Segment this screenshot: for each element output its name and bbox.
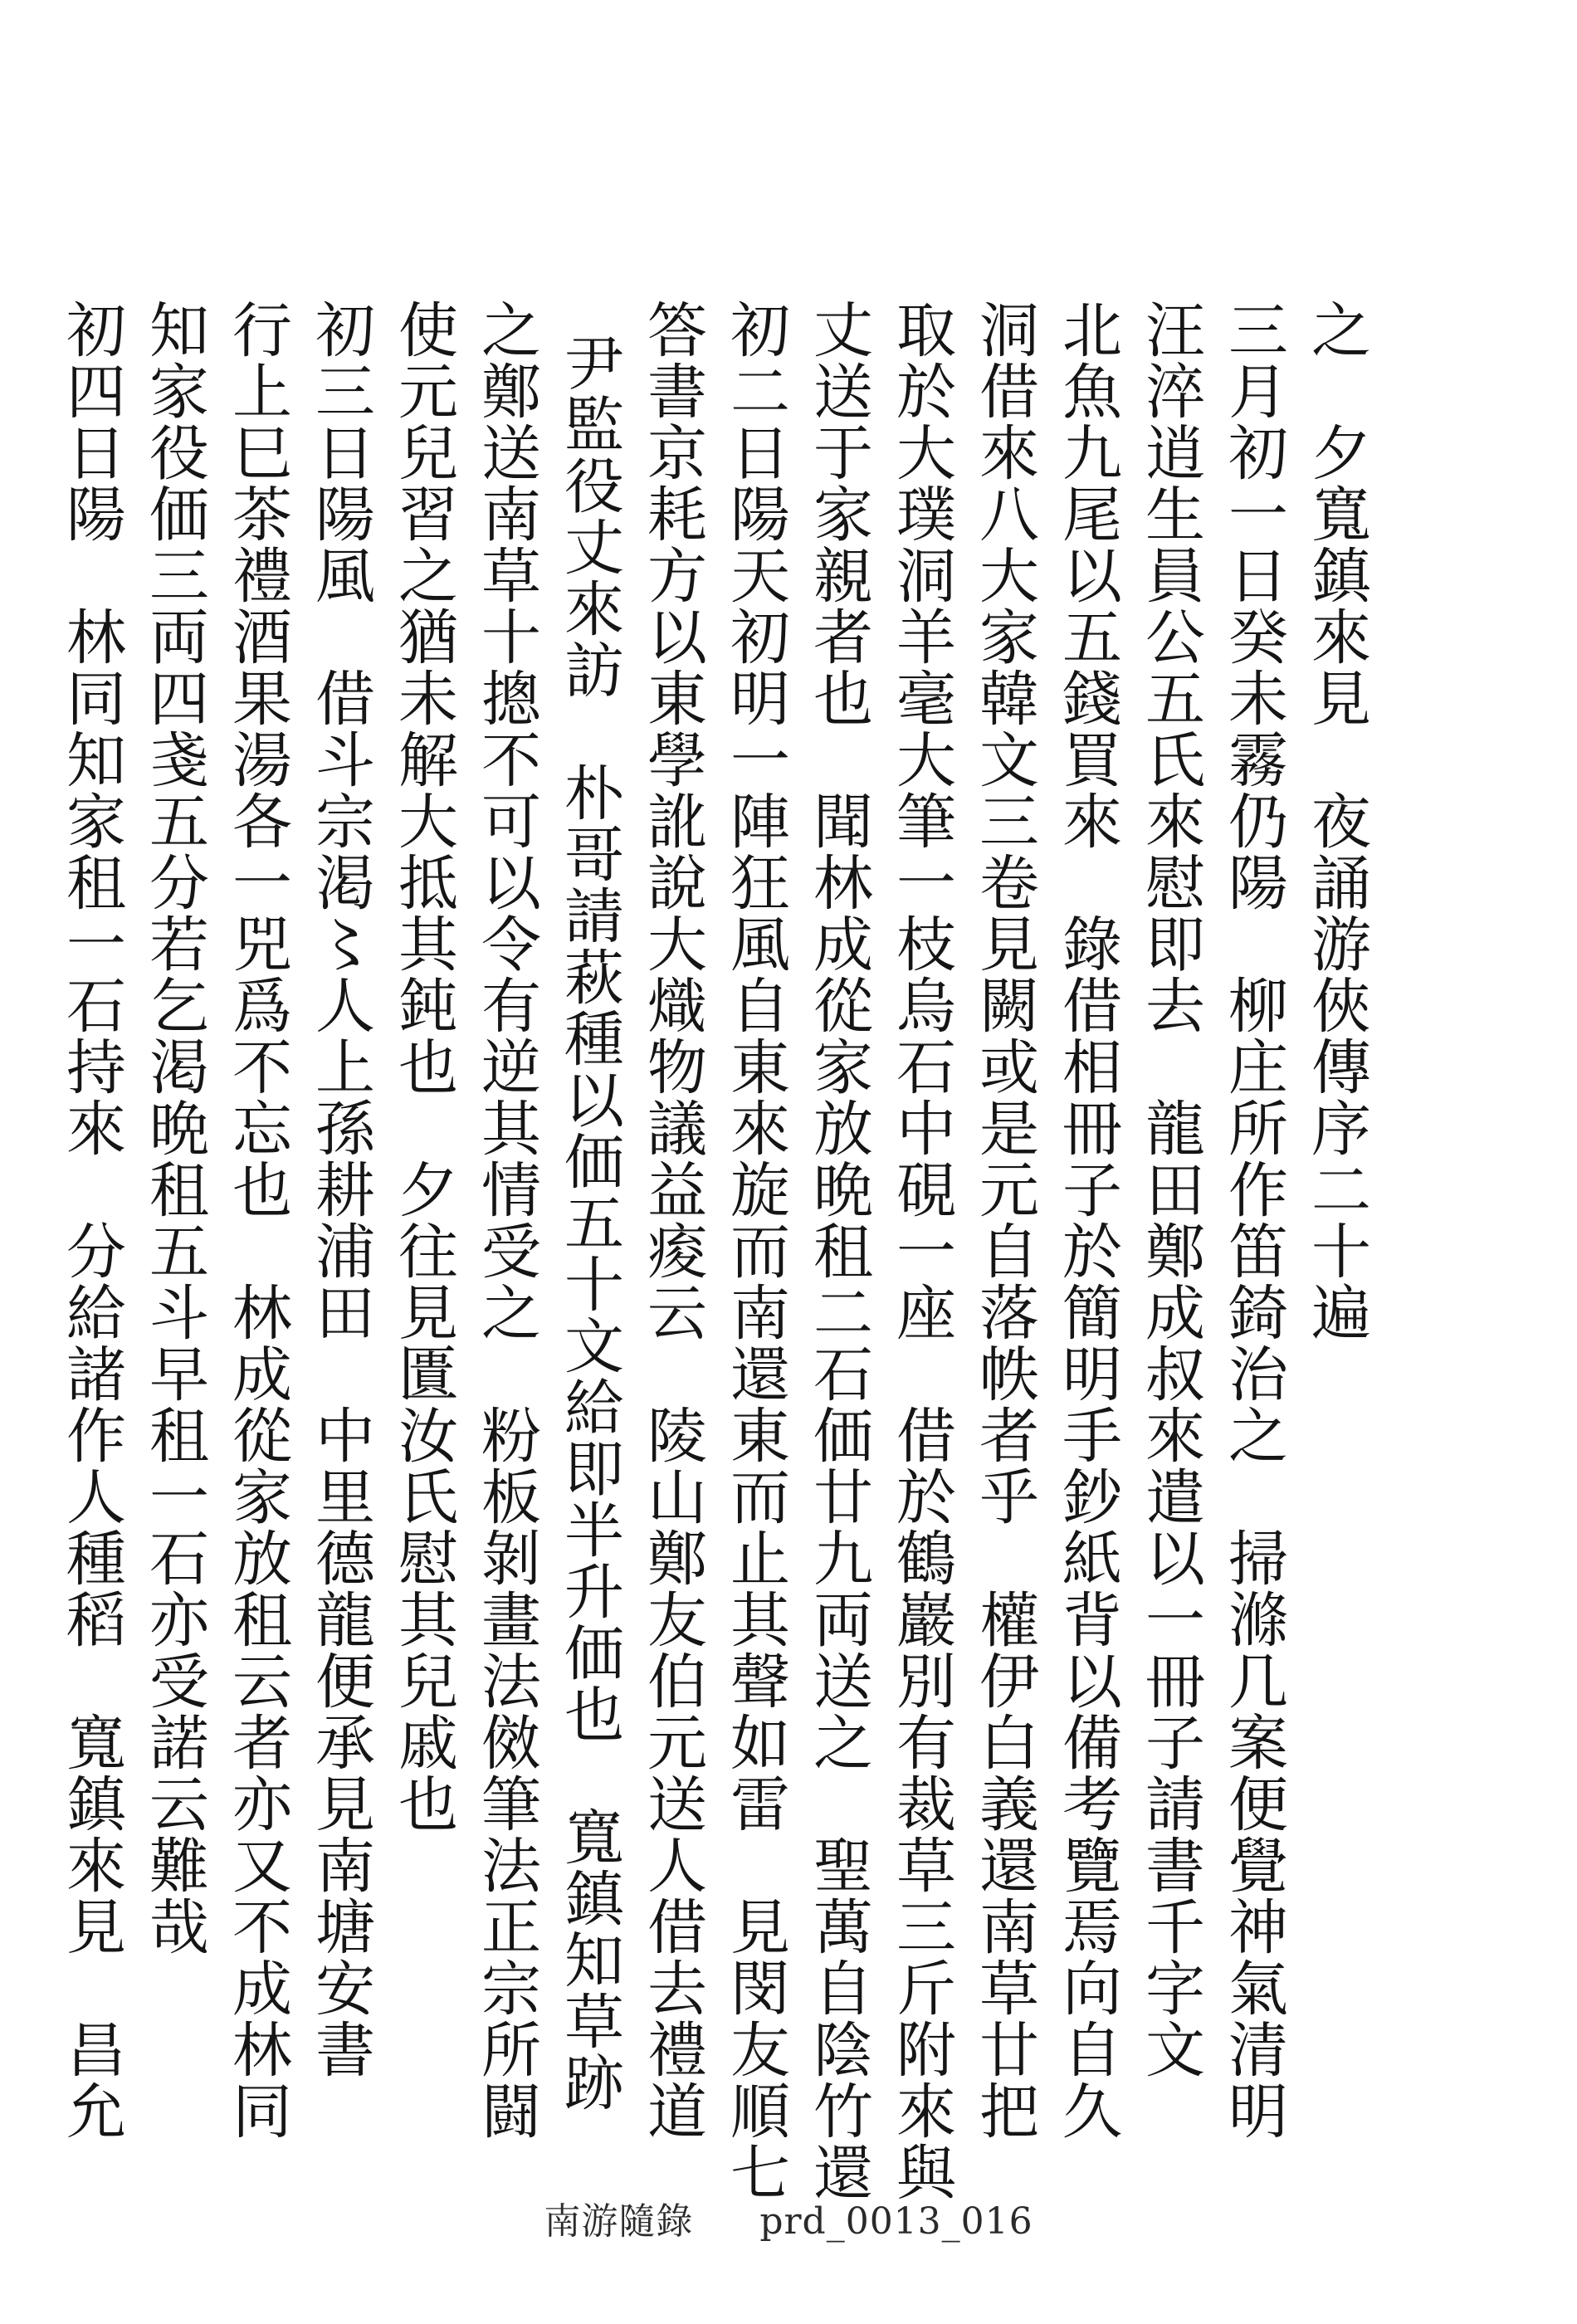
text-column-8: 初二日陽天初明一陣狂風自東來旋而南還東而止其聲如雷 見閔友順七 bbox=[720, 299, 790, 2203]
text-column-7: 丈送于家親者也 聞林成從家放晩租二石価廿九両送之 聖萬自陰竹還 bbox=[803, 299, 873, 2203]
text-column-16: 初四日陽 林同知家租一石持來 分給諸作人種稻 寬鎮來見 昌允 bbox=[56, 299, 126, 2141]
text-column-3: 汪淬逍生員公五氏來慰即去 龍田鄭成叔來遣以一冊子請書千字文 bbox=[1135, 299, 1205, 2080]
footer-page-id: prd_0013_016 bbox=[759, 2200, 1033, 2243]
text-column-9: 答書京耗方以東學訛說大熾物議益痠云 陵山鄭友伯元送人借去禮道 bbox=[637, 299, 707, 2141]
text-column-14: 行上巳茶禮酒果湯各一兕爲不忘也 林成從家放租云者亦又不成林同 bbox=[222, 299, 292, 2141]
text-column-4: 北魚九尾以五錢買來 錄借相冊子於簡明手鈔紙背以備考覽焉向自久 bbox=[1052, 299, 1122, 2141]
page-footer bbox=[0, 2191, 1577, 2244]
footer-title: 南游隨錄 bbox=[544, 2200, 694, 2243]
text-column-10: 尹監役丈來訪 朴哥請萩種以価五十文給即半升価也 寬鎮知草跡 bbox=[554, 332, 624, 2113]
manuscript-text-block bbox=[56, 299, 1378, 2203]
text-column-6: 取於大璞洞羊毫大筆一枝烏石中硯一座 借於鶴巖別有裁草三斤附來與 bbox=[886, 299, 956, 2203]
text-column-15: 知家役価三両四戔五分若乞渇晩租五斗早租一石亦受諾云難哉 bbox=[139, 299, 209, 1957]
text-column-1: 之 夕寬鎮來見 夜誦游俠傳序二十遍 bbox=[1301, 299, 1371, 1343]
text-column-2: 三月初一日癸未霧仍陽 柳庄所作笛錡治之 掃滌几案便覺神氣清明 bbox=[1218, 299, 1288, 2141]
text-column-13: 初三日陽風 借斗宗渇〻人上孫耕浦田 中里德龍便承見南塘安書 bbox=[305, 299, 375, 2080]
text-column-12: 使元兒習之猶未解大抵其鈍也 夕往見匱汝氏慰其兒戚也 bbox=[388, 299, 458, 1834]
text-column-11: 之鄭送南草十摠不可以令有逆其情受之 粉板剝畫法傚筆法正宗所闘 bbox=[471, 299, 541, 2141]
text-column-5: 洞借來八大家韓文三卷見闕或是元自落帙者乎 權伊白義還南草廿把 bbox=[969, 299, 1039, 2141]
